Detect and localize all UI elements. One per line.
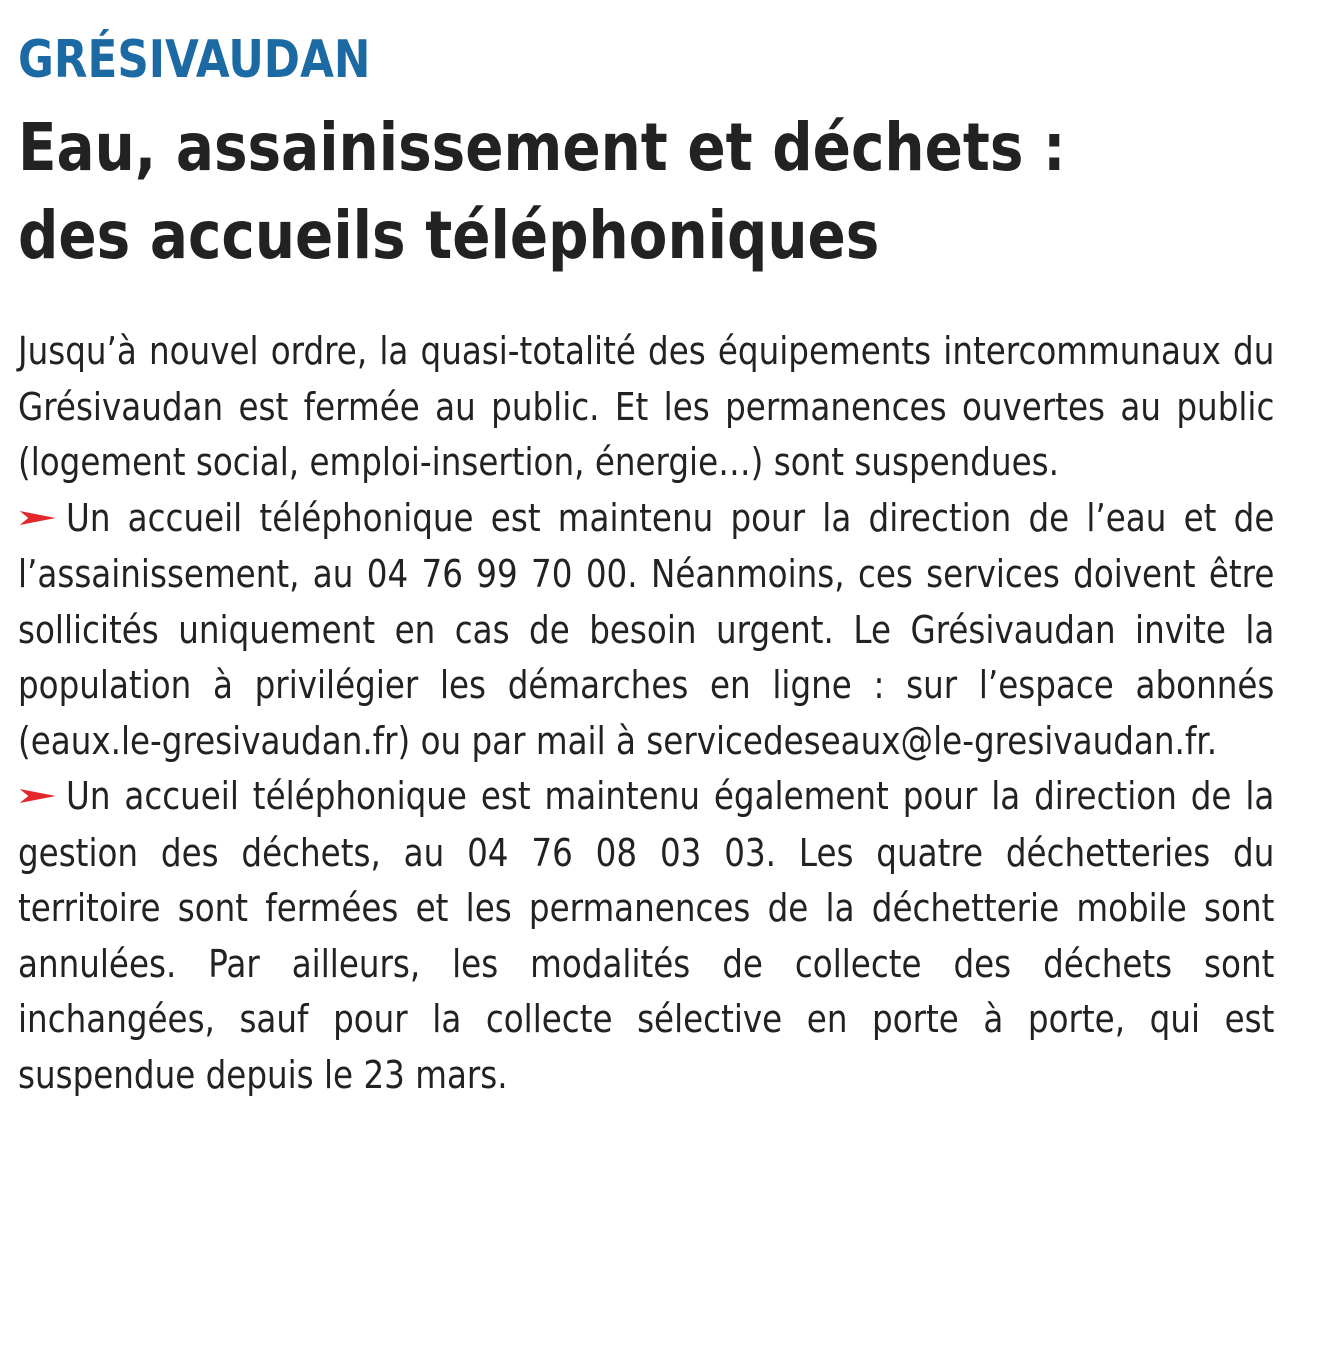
section-kicker: GRÉSIVAUDAN bbox=[18, 30, 371, 90]
paragraph-waste bbox=[18, 769, 1274, 1103]
arrow-bullet-icon bbox=[18, 492, 59, 548]
headline-line-2: des accueils téléphoniques bbox=[18, 197, 880, 274]
paragraph-waste-text: Un accueil téléphonique est maintenu également pour la direction de la gestion des déchets, au 04 76 08 03 03. Les quatre déchetteries du territoire sont fermées et les permanences de la déchetterie mobile sont annulées. Par ailleurs, les modalités de collecte des déchets sont inchangées, sauf pour la collecte sélective en porte à porte, qui est suspendue depuis le 23 mars. bbox=[18, 774, 1275, 1097]
paragraph-water bbox=[18, 491, 1274, 770]
paragraph-intro bbox=[18, 324, 1274, 491]
headline bbox=[18, 104, 1274, 280]
paragraph-water-text: Un accueil téléphonique est maintenu pour la direction de l’eau et de l’assainissement, au 04 76 99 70 00. Néanmoins, ces services doivent être sollicités uniquement en cas de besoin urgent. Le Grésivaudan invite la population à privilégier les démarches en ligne : sur l’espace abonnés (eaux.le-gresivaudan.fr) ou par mail à servicedeseaux@le-gresivaudan.fr. bbox=[18, 495, 1275, 763]
article bbox=[18, 22, 1274, 1103]
article-body bbox=[18, 324, 1274, 1103]
paragraph-intro-text: Jusqu’à nouvel ordre, la quasi-totalité des équipements intercommunaux du Grésivaudan est fermée au public. Et les permanences ouvertes au public (logement social, emploi-insertion, énergie…) sont suspendues. bbox=[18, 329, 1275, 484]
arrow-bullet-icon bbox=[18, 770, 59, 826]
headline-line-1: Eau, assainissement et déchets : bbox=[18, 109, 1066, 186]
